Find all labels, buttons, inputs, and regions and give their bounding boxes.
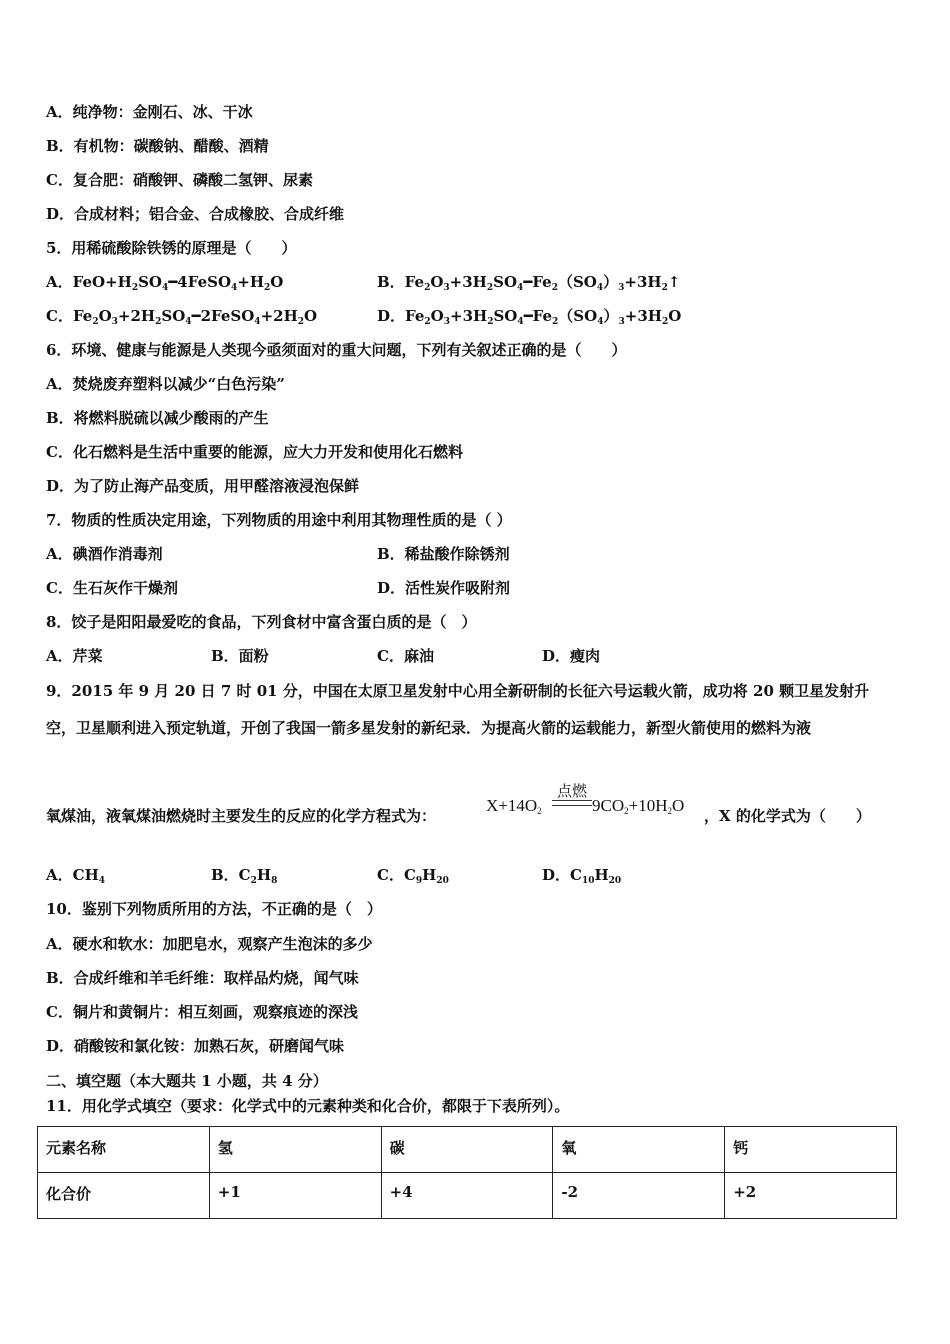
- q9-option-b: B．$C_2H_8$: [211, 866, 278, 886]
- reaction-arrow: [552, 800, 592, 806]
- table-cell: 元素名称: [38, 1127, 210, 1173]
- q10-option-b: B．合成纤维和羊毛纤维：取样品灼烧，闻气味: [46, 969, 359, 987]
- q9-stem-end: ，X 的化学式为（ ）: [704, 807, 871, 825]
- table-cell: 化合价: [38, 1173, 210, 1219]
- q4-option-d: D．合成材料；铝合金、合成橡胶、合成纤维: [46, 205, 345, 223]
- section-2-heading: 二、填空题（本大题共 1 小题，共 4 分）: [46, 1072, 328, 1090]
- q9-stem-line3: 氧煤油，液氧煤油燃烧时主要发生的反应的化学方程式为：: [46, 807, 437, 825]
- q9-stem-line1: 9．2015 年 9 月 20 日 7 时 01 分，中国在太原卫星发射中心用全新研制的长征六号运载火箭，成功将 20 颗卫星发射升: [46, 682, 870, 700]
- q4-option-b: B．有机物：碳酸钠、醋酸、酒精: [46, 137, 269, 155]
- q10-option-c: C．铜片和黄铜片：相互刻画，观察痕迹的深浅: [46, 1003, 358, 1021]
- q9-option-a: A．$CH_4$: [46, 866, 106, 886]
- table-cell: +2: [725, 1173, 897, 1219]
- q5-stem: 5．用稀硫酸除铁锈的原理是（ ）: [46, 239, 297, 257]
- table-cell: 氧: [553, 1127, 725, 1173]
- q9-option-d: D．$C_{10}H_{20}$: [542, 866, 622, 886]
- q11-stem: 11．用化学式填空（要求：化学式中的元素种类和化合价，都限于下表所列）。: [46, 1097, 570, 1115]
- q8-stem: 8．饺子是阳阳最爱吃的食品，下列食材中富含蛋白质的是（ ）: [46, 613, 477, 631]
- table-cell: 钙: [725, 1127, 897, 1173]
- q9-option-c: C．$C_9H_{20}$: [377, 866, 449, 886]
- q8-option-b: B．面粉: [211, 647, 269, 665]
- table-cell: 碳: [381, 1127, 553, 1173]
- q6-option-b: B．将燃料脱硫以减少酸雨的产生: [46, 409, 269, 427]
- q6-option-c: C．化石燃料是生活中重要的能源，应大力开发和使用化石燃料: [46, 443, 463, 461]
- q6-option-a: A．焚烧废弃塑料以减少“白色污染”: [46, 375, 285, 393]
- q9-stem-line2: 空，卫星顺利进入预定轨道，开创了我国一箭多星发射的新纪录．为提高火箭的运载能力，新型火箭使用的燃料为液: [46, 719, 812, 737]
- q4-option-a: A．纯净物：金刚石、冰、干冰: [46, 103, 253, 121]
- q5-option-c: C．$Fe_2O_3+2H_2SO_4━2FeSO_4+2H_2O$: [46, 307, 318, 327]
- reaction-condition: 点燃: [556, 782, 587, 800]
- q8-option-a: A．芹菜: [46, 647, 103, 665]
- table-cell: +1: [209, 1173, 381, 1219]
- q5-option-a: A．$FeO+H_2SO_4━4FeSO_4+H_2O$: [46, 273, 284, 293]
- q4-option-c: C．复合肥：硝酸钾、磷酸二氢钾、尿素: [46, 171, 313, 189]
- q5-option-d: D．$Fe_2O_3+3H_2SO_4━Fe_2(SO_4)_3+3H_2O$: [377, 307, 682, 327]
- q6-stem: 6．环境、健康与能源是人类现今亟须面对的重大问题，下列有关叙述正确的是（ ）: [46, 341, 627, 359]
- q10-option-a: A．硬水和软水：加肥皂水，观察产生泡沫的多少: [46, 935, 373, 953]
- table-row: [38, 1173, 897, 1219]
- table-row: [38, 1127, 897, 1173]
- q7-option-a: A．碘酒作消毒剂: [46, 545, 163, 563]
- q10-stem: 10．鉴别下列物质所用的方法，不正确的是（ ）: [46, 900, 382, 918]
- q7-stem: 7．物质的性质决定用途，下列物质的用途中利用其物理性质的是（ ）: [46, 511, 512, 529]
- q7-option-b: B．稀盐酸作除锈剂: [377, 545, 510, 563]
- q10-option-d: D．硝酸铵和氯化铵：加熟石灰，研磨闻气味: [46, 1037, 345, 1055]
- q8-option-c: C．麻油: [377, 647, 434, 665]
- table-cell: +4: [381, 1173, 553, 1219]
- q5-option-b: B．$Fe_2O_3+3H_2SO_4━Fe_2(SO_4)_3+3H_2↑$: [377, 273, 681, 293]
- table-cell: -2: [553, 1173, 725, 1219]
- q7-option-c: C．生石灰作干燥剂: [46, 579, 178, 597]
- element-valence-table: [37, 1126, 897, 1219]
- table-cell: 氢: [209, 1127, 381, 1173]
- q7-option-d: D．活性炭作吸附剂: [377, 579, 511, 597]
- q8-option-d: D．瘦肉: [542, 647, 601, 665]
- q6-option-d: D．为了防止海产品变质，用甲醛溶液浸泡保鲜: [46, 477, 360, 495]
